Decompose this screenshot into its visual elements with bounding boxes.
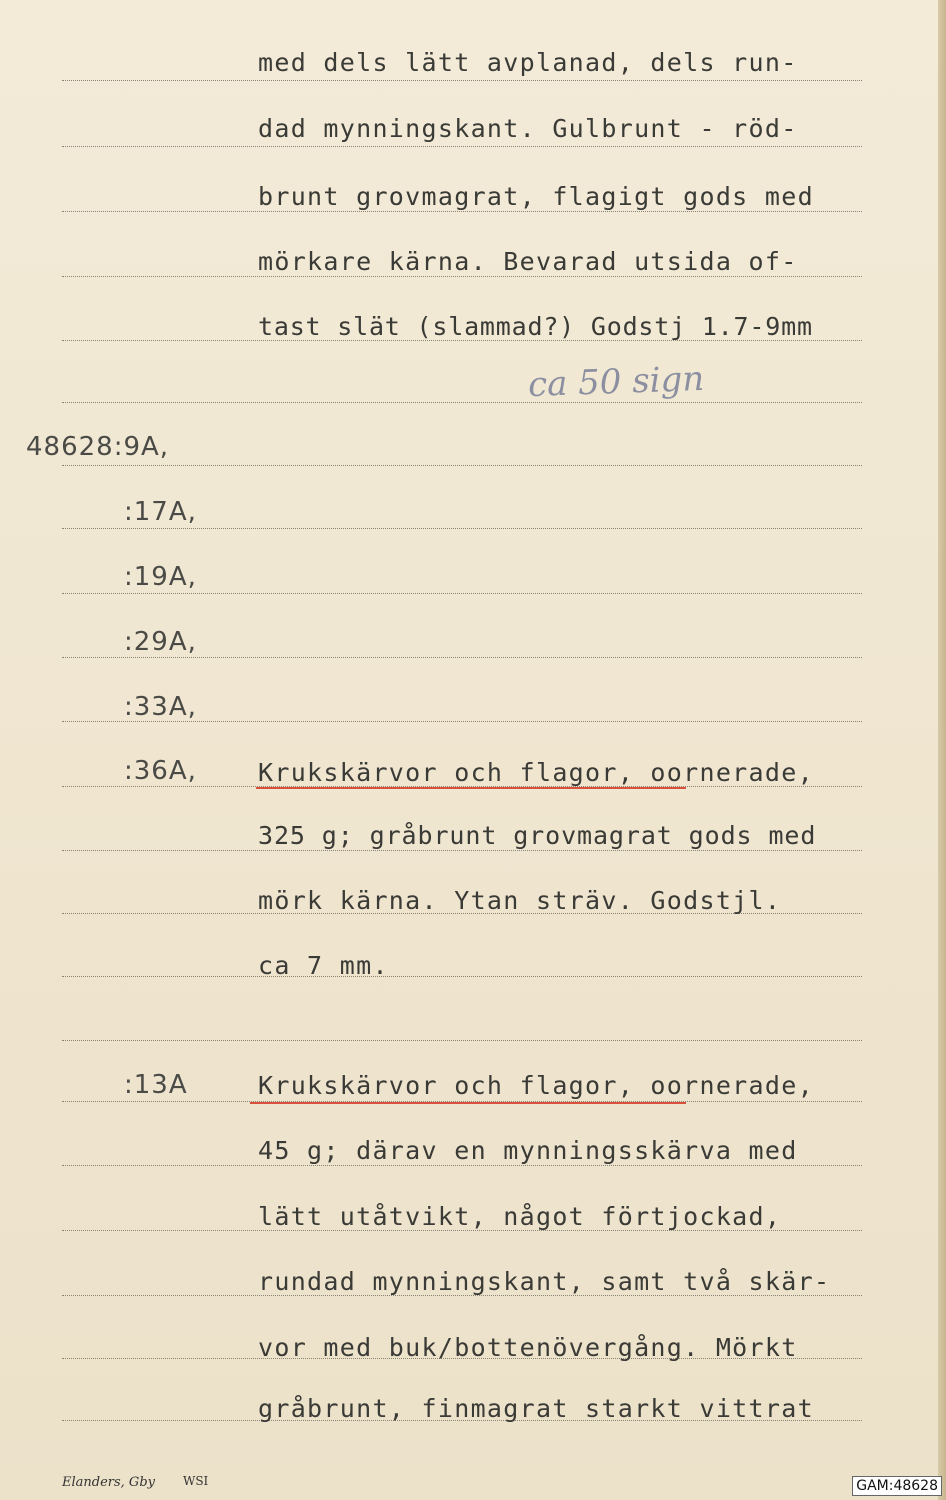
ruled-line — [62, 593, 862, 594]
catalog-number: 48628:9A, — [26, 432, 170, 462]
catalog-number: :33A, — [124, 692, 197, 722]
ruled-line — [62, 976, 862, 977]
entry-line: Krukskärvor och flagor, oornerade, — [258, 1071, 814, 1100]
entry-line: 45 g; därav en mynningsskärva med — [258, 1136, 798, 1165]
entry-line: vor med buk/bottenövergång. Mörkt — [258, 1333, 798, 1362]
text-line: mörkare kärna. Bevarad utsida of- — [258, 247, 798, 276]
text-line: brunt grovmagrat, flagigt gods med — [258, 182, 814, 211]
red-underline — [256, 787, 686, 789]
entry-line: ca 7 mm. — [258, 951, 389, 980]
entry-line: gråbrunt, finmagrat starkt vittrat — [258, 1394, 814, 1423]
ruled-line — [62, 80, 862, 81]
text-line: tast slät (slammad?) Godstj 1.7-9mm — [258, 312, 813, 341]
entry-line: lätt utåtvikt, något förtjockad, — [258, 1202, 782, 1231]
entry-line: mörk kärna. Ytan sträv. Godstjl. — [258, 886, 782, 915]
ruled-line — [62, 465, 862, 466]
ruled-line — [62, 402, 862, 403]
catalog-number: :17A, — [124, 497, 197, 527]
form-code: WSI — [183, 1474, 209, 1488]
ruled-line — [62, 528, 862, 529]
ruled-line — [62, 146, 862, 147]
printer-imprint: Elanders, Gby — [62, 1475, 155, 1490]
catalog-number: :36A, — [124, 756, 197, 786]
archive-stamp: GAM:48628 — [852, 1476, 942, 1496]
handwritten-note: ca 50 sign — [527, 358, 705, 406]
catalog-number: :13A — [124, 1070, 188, 1100]
red-underline — [250, 1102, 686, 1104]
catalog-number: :19A, — [124, 562, 197, 592]
card-edge — [938, 0, 946, 1500]
entry-line: Krukskärvor och flagor, oornerade, — [258, 758, 814, 787]
text-line: dad mynningskant. Gulbrunt - röd- — [258, 114, 798, 143]
catalog-number: :29A, — [124, 627, 197, 657]
ruled-line — [62, 1040, 862, 1041]
ruled-line — [62, 657, 862, 658]
entry-line: rundad mynningskant, samt två skär- — [258, 1267, 831, 1296]
entry-line: 325 g; gråbrunt grovmagrat gods med — [258, 821, 817, 850]
text-line: med dels lätt avplanad, dels run- — [258, 48, 798, 77]
